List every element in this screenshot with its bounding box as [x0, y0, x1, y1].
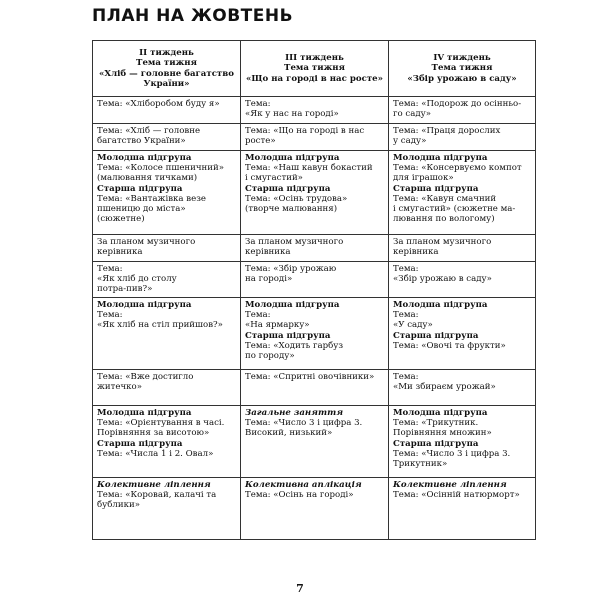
cell-line: Молодша підгрупа: [393, 300, 488, 310]
cell-line: по городу»: [245, 351, 295, 362]
cell-line: Тема: «Збір урожаю: [245, 264, 337, 274]
cell-line: Тема: «Наш кавун бокастий: [245, 163, 373, 174]
cell-line: Тема: «Кавун смачний: [393, 193, 497, 204]
cell-line: Тема:: [393, 372, 419, 382]
cell-line: Тема: «Хліборобом буду я»: [97, 99, 220, 109]
cell-line: Тема: «Осінь трудова»: [245, 193, 348, 204]
cell-line: Старша підгрупа: [245, 330, 331, 341]
cell-line: Порівняння за висотою»: [97, 428, 210, 439]
cell-line: Тема:: [245, 310, 271, 321]
cell-line: Молодша підгрупа: [245, 153, 340, 163]
table-cell: [389, 406, 536, 478]
cell-line: керівника: [97, 247, 143, 258]
cell-line: го саду»: [393, 109, 431, 120]
cell-line: «Як хліб до столу: [97, 274, 177, 285]
plan-table: [92, 40, 536, 540]
cell-line: у саду»: [393, 136, 427, 147]
table-cell: [389, 97, 536, 124]
table-cell: [241, 151, 389, 235]
table-row: [93, 235, 536, 262]
cell-line: (малювання тичками): [97, 173, 198, 184]
table-cell: [93, 124, 241, 151]
table-row: [93, 97, 536, 124]
column-header: [93, 41, 241, 97]
cell-line: бублики»: [97, 500, 140, 511]
table-row: [93, 370, 536, 406]
cell-line: житечко»: [97, 382, 142, 393]
table-cell: [93, 370, 241, 406]
cell-line: Старша підгрупа: [393, 183, 479, 194]
week-theme: «Що на городі в нас росте»: [246, 73, 383, 84]
cell-line: Порівняння множин»: [393, 428, 492, 439]
week-label: IV тиждень: [433, 53, 491, 64]
table-cell: [241, 478, 389, 540]
table-row: [93, 478, 536, 540]
week-label: III тиждень: [285, 53, 344, 64]
week-theme: «Хліб — головне багатство України»: [99, 68, 234, 89]
table-cell: [389, 151, 536, 235]
cell-line: За планом музичного: [393, 237, 492, 247]
table-row: [93, 262, 536, 298]
cell-line: Молодша підгрупа: [97, 408, 192, 418]
cell-line: пшеницю до міста»: [97, 204, 186, 215]
table-cell: [241, 370, 389, 406]
table-cell: [241, 124, 389, 151]
table-cell: [241, 406, 389, 478]
table-cell: [389, 478, 536, 540]
cell-line: Старша підгрупа: [393, 330, 479, 341]
cell-line: Тема: «Подорож до осінньо-: [393, 99, 522, 109]
cell-line: Старша підгрупа: [245, 183, 331, 194]
cell-line: керівника: [393, 247, 439, 258]
table-cell: [93, 298, 241, 370]
cell-line: Тема: «Колосе пшеничний»: [97, 163, 224, 174]
cell-line: Старша підгрупа: [393, 438, 479, 449]
cell-line: Старша підгрупа: [97, 183, 183, 194]
cell-line: Тема: «Праця дорослих: [393, 126, 501, 136]
table-cell: [389, 298, 536, 370]
cell-line: Тема: «Осінній натюрморт»: [393, 490, 520, 501]
cell-line: Тема:: [393, 264, 419, 274]
page-number: 7: [296, 582, 304, 595]
table-cell: [241, 97, 389, 124]
cell-line: потра-пив?»: [97, 284, 153, 295]
cell-line: Тема: «Консервуємо компот: [393, 163, 522, 174]
table-header-row: [93, 41, 536, 97]
cell-line: Колективне ліплення: [393, 480, 507, 490]
cell-line: За планом музичного: [245, 237, 344, 247]
table-cell: [93, 151, 241, 235]
cell-line: «Як у нас на городі»: [245, 109, 339, 120]
cell-line: лювання по вологому): [393, 214, 495, 225]
column-header: [241, 41, 389, 97]
cell-line: «Збір урожаю в саду»: [393, 274, 492, 285]
cell-line: Колективне ліплення: [97, 480, 211, 490]
cell-line: За планом музичного: [97, 237, 196, 247]
table-row: [93, 124, 536, 151]
cell-line: для іграшок»: [393, 173, 454, 184]
cell-line: керівника: [245, 247, 291, 258]
table-cell: [389, 370, 536, 406]
cell-line: Тема: «Що на городі в нас: [245, 126, 365, 136]
cell-line: і смугастий» (сюжетне ма-: [393, 204, 516, 215]
cell-line: Тема:: [97, 310, 123, 321]
cell-line: Високий, низький»: [245, 428, 333, 439]
cell-line: (творче малювання): [245, 204, 338, 215]
table-cell: [93, 406, 241, 478]
cell-line: Тема: «Коровай, калачі та: [97, 490, 217, 501]
cell-line: Тема: «Числа 1 і 2. Овал»: [97, 448, 214, 459]
table-cell: [389, 262, 536, 298]
week-label: II тиждень: [139, 48, 194, 59]
cell-line: Тема: «Ходить гарбуз: [245, 340, 344, 351]
theme-label: Тема тижня: [284, 63, 345, 74]
cell-line: Тема: «Орієнтування в часі.: [97, 418, 225, 429]
table-cell: [241, 235, 389, 262]
cell-line: «Як хліб на стіл прийшов?»: [97, 320, 223, 331]
week-theme: «Збір урожаю в саду»: [407, 73, 517, 84]
cell-line: Молодша підгрупа: [97, 300, 192, 310]
cell-line: Старша підгрупа: [97, 438, 183, 449]
table-row: [93, 151, 536, 235]
cell-line: Тема: «Число 3 і цифра 3.: [393, 448, 511, 459]
cell-line: «Ми збираєм урожай»: [393, 382, 496, 393]
theme-label: Тема тижня: [136, 58, 197, 69]
cell-line: Тема: «Хліб — головне: [97, 126, 201, 136]
table-cell: [241, 262, 389, 298]
cell-line: (сюжетне): [97, 214, 145, 225]
cell-line: Тема: «Число 3 і цифра 3.: [245, 418, 363, 429]
cell-line: багатство України»: [97, 136, 186, 147]
cell-line: Трикутник»: [393, 459, 448, 470]
cell-line: Загальне заняття: [245, 408, 344, 418]
page-title: ПЛАН НА ЖОВТЕНЬ: [92, 6, 294, 26]
cell-line: «У саду»: [393, 320, 433, 331]
cell-line: і смугастий»: [245, 173, 303, 184]
cell-line: Тема: «Овочі та фрукти»: [393, 340, 506, 351]
theme-label: Тема тижня: [431, 63, 493, 74]
table-cell: [93, 478, 241, 540]
table-cell: [93, 262, 241, 298]
cell-line: Тема: «Осінь на городі»: [245, 490, 354, 501]
table-cell: [389, 124, 536, 151]
column-header: [389, 41, 536, 97]
table-cell: [93, 235, 241, 262]
table-cell: [389, 235, 536, 262]
cell-line: Молодша підгрупа: [393, 408, 488, 418]
cell-line: Тема: «Вже достигло: [97, 372, 194, 382]
cell-line: «На ярмарку»: [245, 320, 310, 331]
cell-line: Молодша підгрупа: [393, 153, 488, 163]
table-cell: [93, 97, 241, 124]
cell-line: Колективна аплікація: [245, 480, 362, 490]
cell-line: Молодша підгрупа: [245, 300, 340, 310]
table-cell: [241, 298, 389, 370]
cell-line: Тема:: [97, 264, 123, 274]
table-row: [93, 298, 536, 370]
cell-line: Молодша підгрупа: [97, 153, 192, 163]
cell-line: Тема: «Вантажівка везе: [97, 193, 206, 204]
table-row: [93, 406, 536, 478]
cell-line: Тема: «Трикутник.: [393, 418, 479, 429]
cell-line: росте»: [245, 136, 276, 147]
cell-line: Тема:: [245, 99, 271, 109]
cell-line: Тема:: [393, 310, 419, 321]
cell-line: на городі»: [245, 274, 293, 285]
cell-line: Тема: «Спритні овочівники»: [245, 372, 375, 382]
